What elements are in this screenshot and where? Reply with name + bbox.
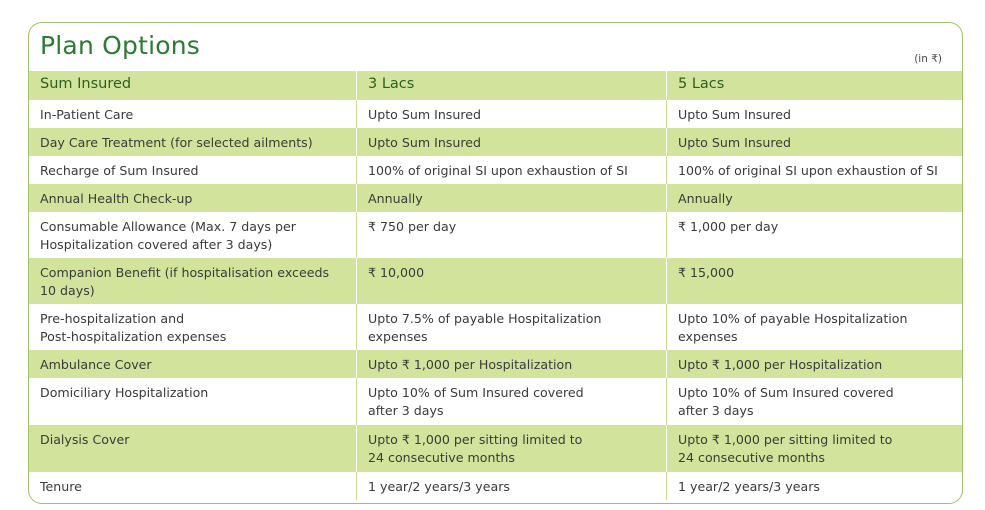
row-label: Pre-hospitalization and Post-hospitalization expenses	[40, 311, 227, 344]
table-row	[29, 304, 962, 350]
currency-unit-note: (in ₹)	[914, 53, 942, 65]
row-value-5-lacs: Upto Sum Insured	[667, 128, 963, 156]
table-row	[29, 472, 962, 500]
row-value-3-lacs: Upto Sum Insured	[357, 100, 667, 128]
row-label: Day Care Treatment (for selected ailments)	[29, 128, 357, 156]
row-value-5-lacs: Upto ₹ 1,000 per Hospitalization	[667, 350, 963, 378]
plan-options-card	[28, 22, 963, 504]
table-header-row	[29, 71, 962, 100]
row-value-5-lacs: ₹ 1,000 per day	[667, 212, 963, 258]
row-label: Companion Benefit (if hospitalisation exceeds 10 days)	[29, 258, 357, 304]
row-value-3-lacs: Upto ₹ 1,000 per sitting limited to 24 consecutive months	[357, 425, 667, 472]
row-value-5-lacs: Upto Sum Insured	[667, 100, 963, 128]
table-row	[29, 425, 962, 472]
row-value-3-lacs: Upto 10% of Sum Insured covered after 3 days	[357, 378, 667, 425]
table-row	[29, 156, 962, 184]
table-row	[29, 184, 962, 212]
table-row	[29, 100, 962, 128]
row-value-3-lacs: Upto ₹ 1,000 per Hospitalization	[357, 350, 667, 378]
row-value-3-lacs: Upto 7.5% of payable Hospitalization expenses	[357, 304, 667, 350]
row-label: Recharge of Sum Insured	[40, 163, 199, 178]
row-value-3-lacs: Upto Sum Insured	[357, 128, 667, 156]
row-value-5-lacs: Upto 10% of Sum Insured covered after 3 days	[667, 378, 963, 425]
plan-options-title: Plan Options	[40, 31, 200, 60]
row-label: Consumable Allowance (Max. 7 days per Hospitalization covered after 3 days)	[40, 219, 296, 252]
table-row	[29, 212, 962, 258]
row-label: Domiciliary Hospitalization	[40, 385, 209, 400]
header-5-lacs: 5 Lacs	[667, 71, 963, 100]
row-value-3-lacs: Annually	[357, 184, 667, 212]
row-label: Annual Health Check-up	[29, 184, 357, 212]
row-value-5-lacs: ₹ 15,000	[667, 258, 963, 304]
row-value-5-lacs: 1 year/2 years/3 years	[667, 472, 963, 500]
table-row	[29, 350, 962, 378]
table-row	[29, 258, 962, 304]
header-sum-insured: Sum Insured	[29, 71, 357, 100]
row-value-3-lacs: ₹ 10,000	[357, 258, 667, 304]
table-row	[29, 128, 962, 156]
row-value-3-lacs: ₹ 750 per day	[357, 212, 667, 258]
row-label: In-Patient Care	[40, 107, 134, 122]
row-value-5-lacs: Upto 10% of payable Hospitalization expenses	[667, 304, 963, 350]
row-label: Ambulance Cover	[29, 350, 357, 378]
header-3-lacs: 3 Lacs	[357, 71, 667, 100]
row-value-3-lacs: 100% of original SI upon exhaustion of SI	[357, 156, 667, 184]
table-row	[29, 378, 962, 425]
row-value-5-lacs: Annually	[667, 184, 963, 212]
row-label: Dialysis Cover	[29, 425, 357, 472]
plan-options-table	[29, 71, 962, 500]
row-value-5-lacs: Upto ₹ 1,000 per sitting limited to 24 consecutive months	[667, 425, 963, 472]
row-label: Tenure	[40, 479, 82, 494]
row-value-3-lacs: 1 year/2 years/3 years	[357, 472, 667, 500]
row-value-5-lacs: 100% of original SI upon exhaustion of SI	[667, 156, 963, 184]
